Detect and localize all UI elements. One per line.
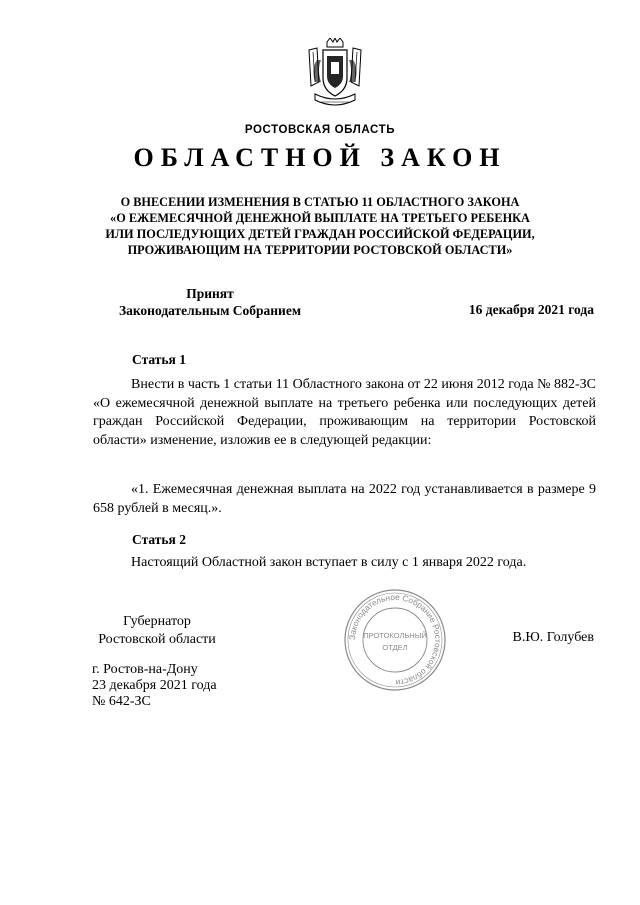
article-2-paragraph: Настоящий Областной закон вступает в силу с 1 января 2022 года. — [131, 555, 527, 570]
article-2-heading: Статья 2 — [132, 532, 186, 547]
document-type-title: ОБЛАСТНОЙ ЗАКОН — [133, 143, 507, 172]
place: г. Ростов-на-Дону — [92, 662, 198, 677]
governor-region-line: Ростовской области — [98, 632, 216, 647]
law-number: № 642-ЗС — [92, 694, 151, 709]
governor-name: В.Ю. Голубев — [512, 630, 594, 645]
article-1-quote-paragraph: «1. Ежемесячная денежная выплата на 2022 год устанавливается в размере 9 658 рублей в месяц.». — [93, 482, 596, 516]
governor-title-line: Губернатор — [123, 614, 191, 629]
coat-of-arms-emblem — [303, 38, 367, 114]
official-seal-stamp — [343, 588, 447, 692]
adoption-label: Принят — [186, 286, 234, 301]
region-name: РОСТОВСКАЯ ОБЛАСТЬ — [244, 124, 396, 136]
adoption-date: 16 декабря 2021 года — [468, 302, 594, 317]
governor-title — [92, 613, 222, 649]
seal-inner-text-line2: ОТДЕЛ — [382, 643, 408, 652]
adoption-block — [90, 285, 330, 319]
seal-outer-text: Законодательное Собрание Ростовской области — [346, 591, 444, 689]
law-title — [70, 194, 570, 258]
seal-inner-text-line1: ПРОТОКОЛЬНЫЙ — [363, 631, 427, 640]
law-title-line: «О ЕЖЕМЕСЯЧНОЙ ДЕНЕЖНОЙ ВЫПЛАТЕ НА ТРЕТЬЕГО РЕБЕНКА — [110, 211, 530, 225]
article-1-paragraph: Внести в часть 1 статьи 11 Областного закона от 22 июня 2012 года № 882-ЗС «О ежемесячной денежной выплате на третьего ребенка или последующих детей граждан Российской Федерации, проживающим на территории Ростовской области» изменение, изложив ее в следующей редакции: — [93, 377, 596, 448]
place-date-number — [92, 662, 217, 710]
law-title-line: ПРОЖИВАЮЩИМ НА ТЕРРИТОРИИ РОСТОВСКОЙ ОБЛАСТИ» — [127, 243, 513, 257]
law-title-line: ИЛИ ПОСЛЕДУЮЩИХ ДЕТЕЙ ГРАЖДАН РОССИЙСКОЙ ФЕДЕРАЦИИ, — [105, 227, 535, 241]
adoption-body: Законодательным Собранием — [118, 303, 302, 318]
law-title-line: О ВНЕСЕНИИ ИЗМЕНЕНИЯ В СТАТЬЮ 11 ОБЛАСТНОГО ЗАКОНА — [120, 195, 520, 209]
signing-date: 23 декабря 2021 года — [92, 678, 217, 693]
article-1-heading: Статья 1 — [132, 352, 186, 367]
